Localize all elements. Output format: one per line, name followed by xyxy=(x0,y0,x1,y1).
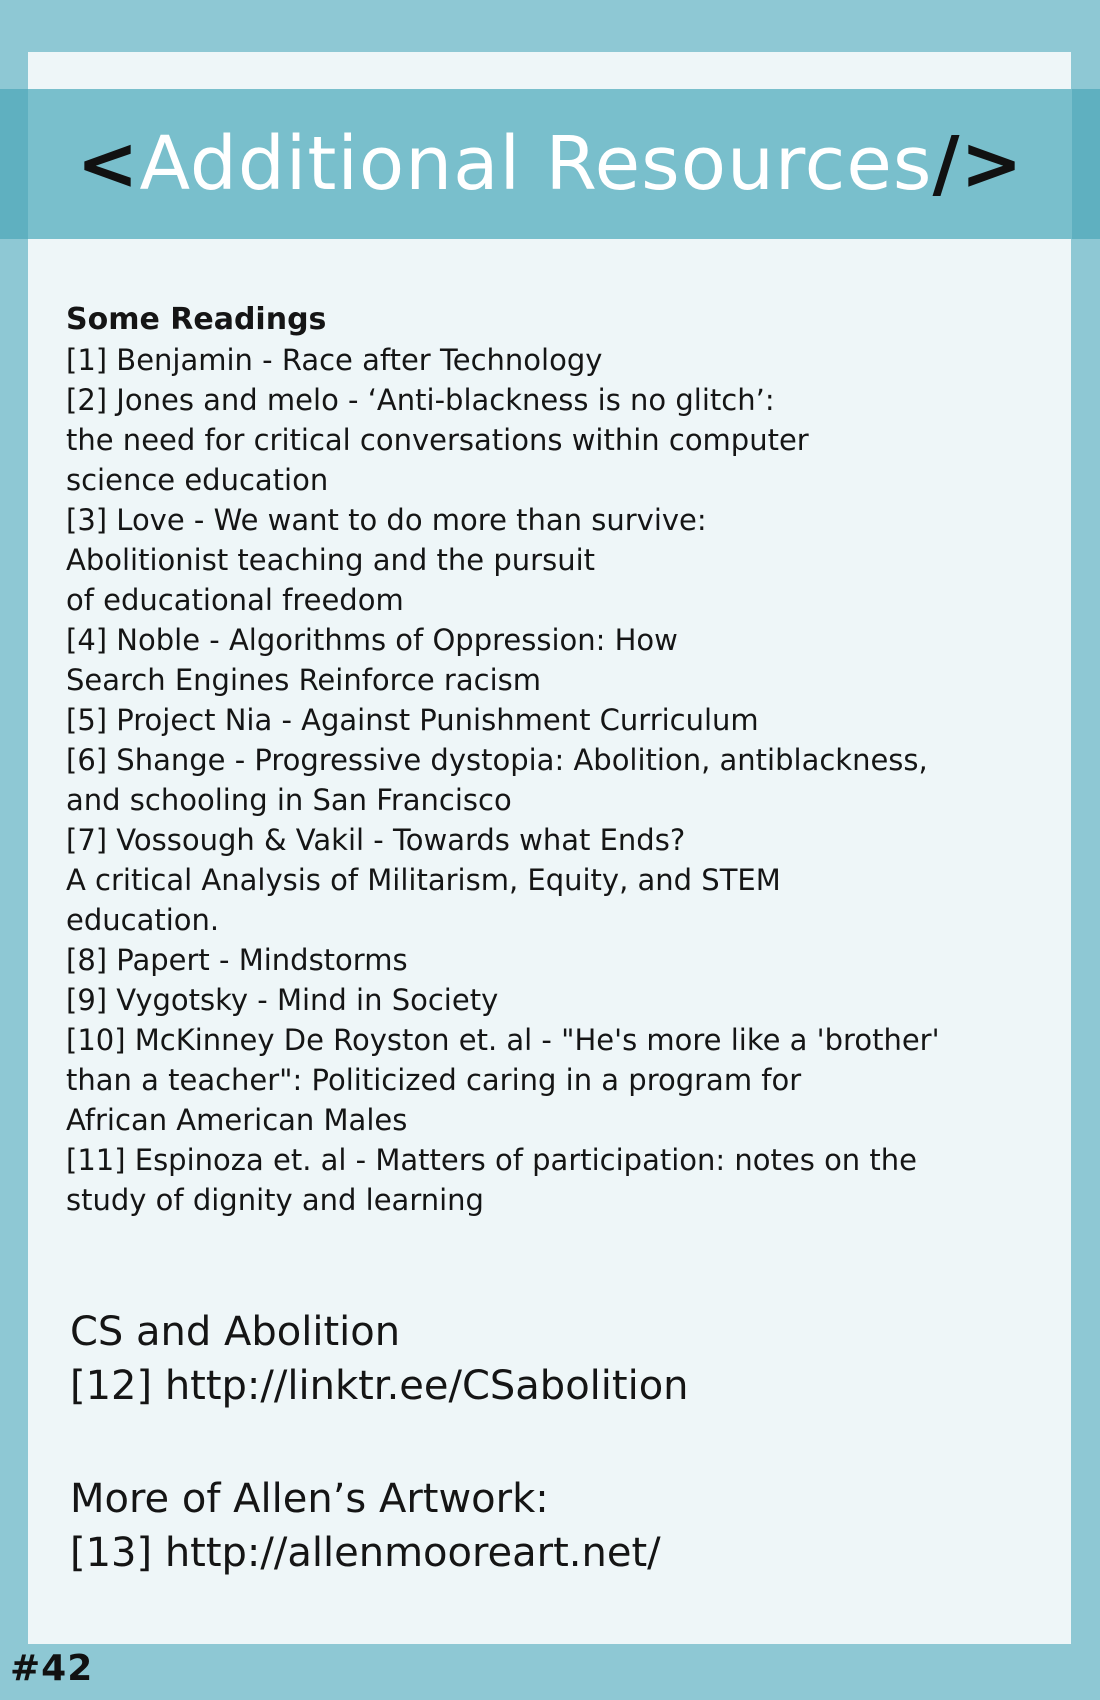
reading-line: Abolitionist teaching and the pursuit xyxy=(66,543,595,577)
reading-line: [2] Jones and melo - ‘Anti-blackness is no glitch’: xyxy=(66,383,775,417)
title-close-bracket: /> xyxy=(932,121,1024,207)
reading-line: A critical Analysis of Militarism, Equity, and STEM xyxy=(66,863,781,897)
cs-abolition-link[interactable]: [12] http://linktr.ee/CSabolition xyxy=(70,1363,689,1409)
reading-line: [7] Vossough & Vakil - Towards what Ends? xyxy=(66,823,686,857)
reading-line: [10] McKinney De Royston et. al - "He's more like a 'brother' xyxy=(66,1023,940,1057)
reading-line: the need for critical conversations within computer xyxy=(66,423,809,457)
reading-line: education. xyxy=(66,903,220,937)
reading-line: [9] Vygotsky - Mind in Society xyxy=(66,983,499,1017)
readings-heading: Some Readings xyxy=(66,302,327,337)
reading-line: [8] Papert - Mindstorms xyxy=(66,943,408,977)
reading-line: [6] Shange - Progressive dystopia: Abolition, antiblackness, xyxy=(66,743,928,777)
reading-line: [1] Benjamin - Race after Technology xyxy=(66,343,603,377)
title-banner xyxy=(0,89,1100,239)
artwork-link[interactable]: [13] http://allenmooreart.net/ xyxy=(70,1530,661,1576)
reading-line: [11] Espinoza et. al - Matters of participation: notes on the xyxy=(66,1143,917,1177)
cs-abolition-heading: CS and Abolition xyxy=(70,1309,401,1355)
readings-section xyxy=(66,300,1026,1220)
reading-line: study of dignity and learning xyxy=(66,1183,484,1217)
reading-line: African American Males xyxy=(66,1103,408,1137)
title-text: Additional Resources xyxy=(139,121,933,207)
reading-line: Search Engines Reinforce racism xyxy=(66,663,541,697)
reading-line: science education xyxy=(66,463,329,497)
reading-line: than a teacher": Politicized caring in a program for xyxy=(66,1063,802,1097)
reading-line: [4] Noble - Algorithms of Oppression: How xyxy=(66,623,678,657)
cs-abolition-section xyxy=(70,1305,689,1413)
reading-line: and schooling in San Francisco xyxy=(66,783,512,817)
title-open-bracket: < xyxy=(76,121,140,207)
readings-list xyxy=(66,340,1026,1220)
reading-line: [3] Love - We want to do more than survive: xyxy=(66,503,707,537)
artwork-heading: More of Allen’s Artwork: xyxy=(70,1476,549,1522)
page-number: #42 xyxy=(10,1648,94,1689)
page-title xyxy=(0,89,1100,239)
artwork-section xyxy=(70,1472,661,1580)
reading-line: of educational freedom xyxy=(66,583,404,617)
reading-line: [5] Project Nia - Against Punishment Curriculum xyxy=(66,703,759,737)
